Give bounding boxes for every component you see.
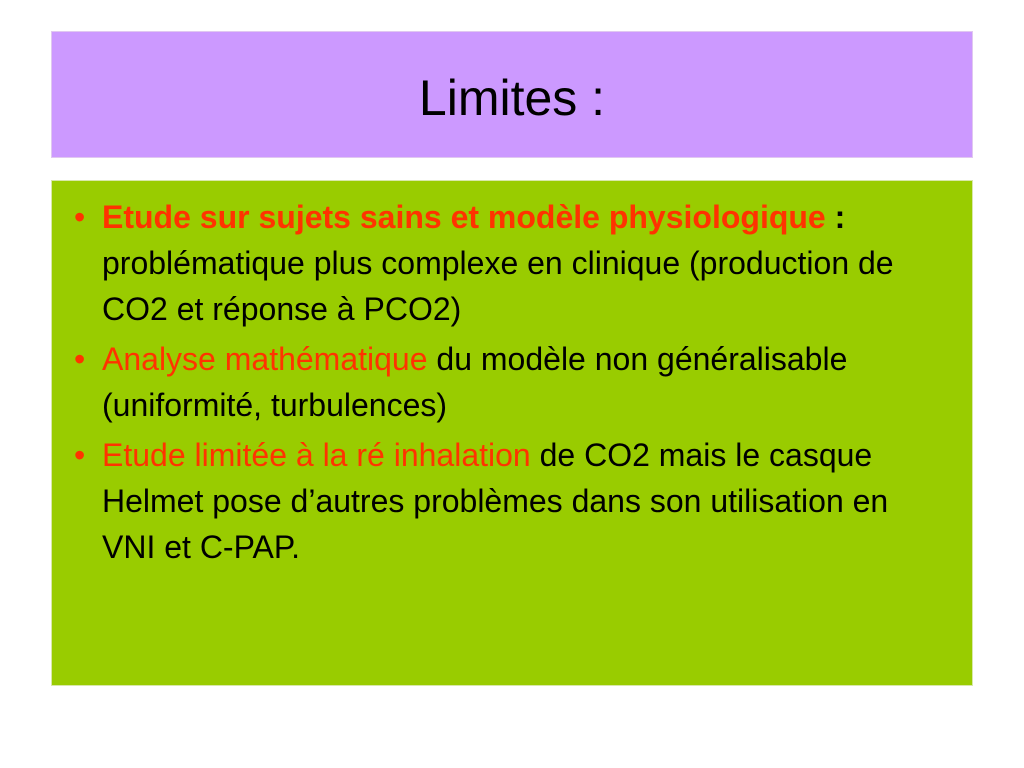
- bullet-highlight: Etude sur sujets sains et modèle physiologique: [102, 199, 826, 235]
- bullet-text: problématique plus complexe en clinique (production de CO2 et réponse à PCO2): [102, 245, 894, 327]
- bullet-item: [52, 194, 932, 332]
- bullet-dot-icon: •: [74, 341, 86, 377]
- bullet-highlight: Analyse mathématique: [102, 341, 428, 377]
- bullet-text: du modèle non généralisable (uniformité, turbulences): [102, 341, 848, 423]
- bullet-dot-icon: •: [74, 199, 86, 235]
- bullet-item: [52, 432, 932, 570]
- slide-title: Limites :: [418, 69, 606, 126]
- bullet-text: de CO2 mais le casque Helmet pose d’autres problèmes dans son utilisation en VNI et C-PAP.: [102, 437, 889, 565]
- bullet-highlight: Etude limitée à la ré inhalation: [102, 437, 531, 473]
- bullet-list: [52, 181, 972, 570]
- bullet-separator: :: [825, 199, 846, 235]
- bullet-item: [52, 336, 932, 428]
- title-banner: [51, 31, 973, 158]
- content-panel: [51, 180, 973, 686]
- bullet-dot-icon: •: [74, 437, 86, 473]
